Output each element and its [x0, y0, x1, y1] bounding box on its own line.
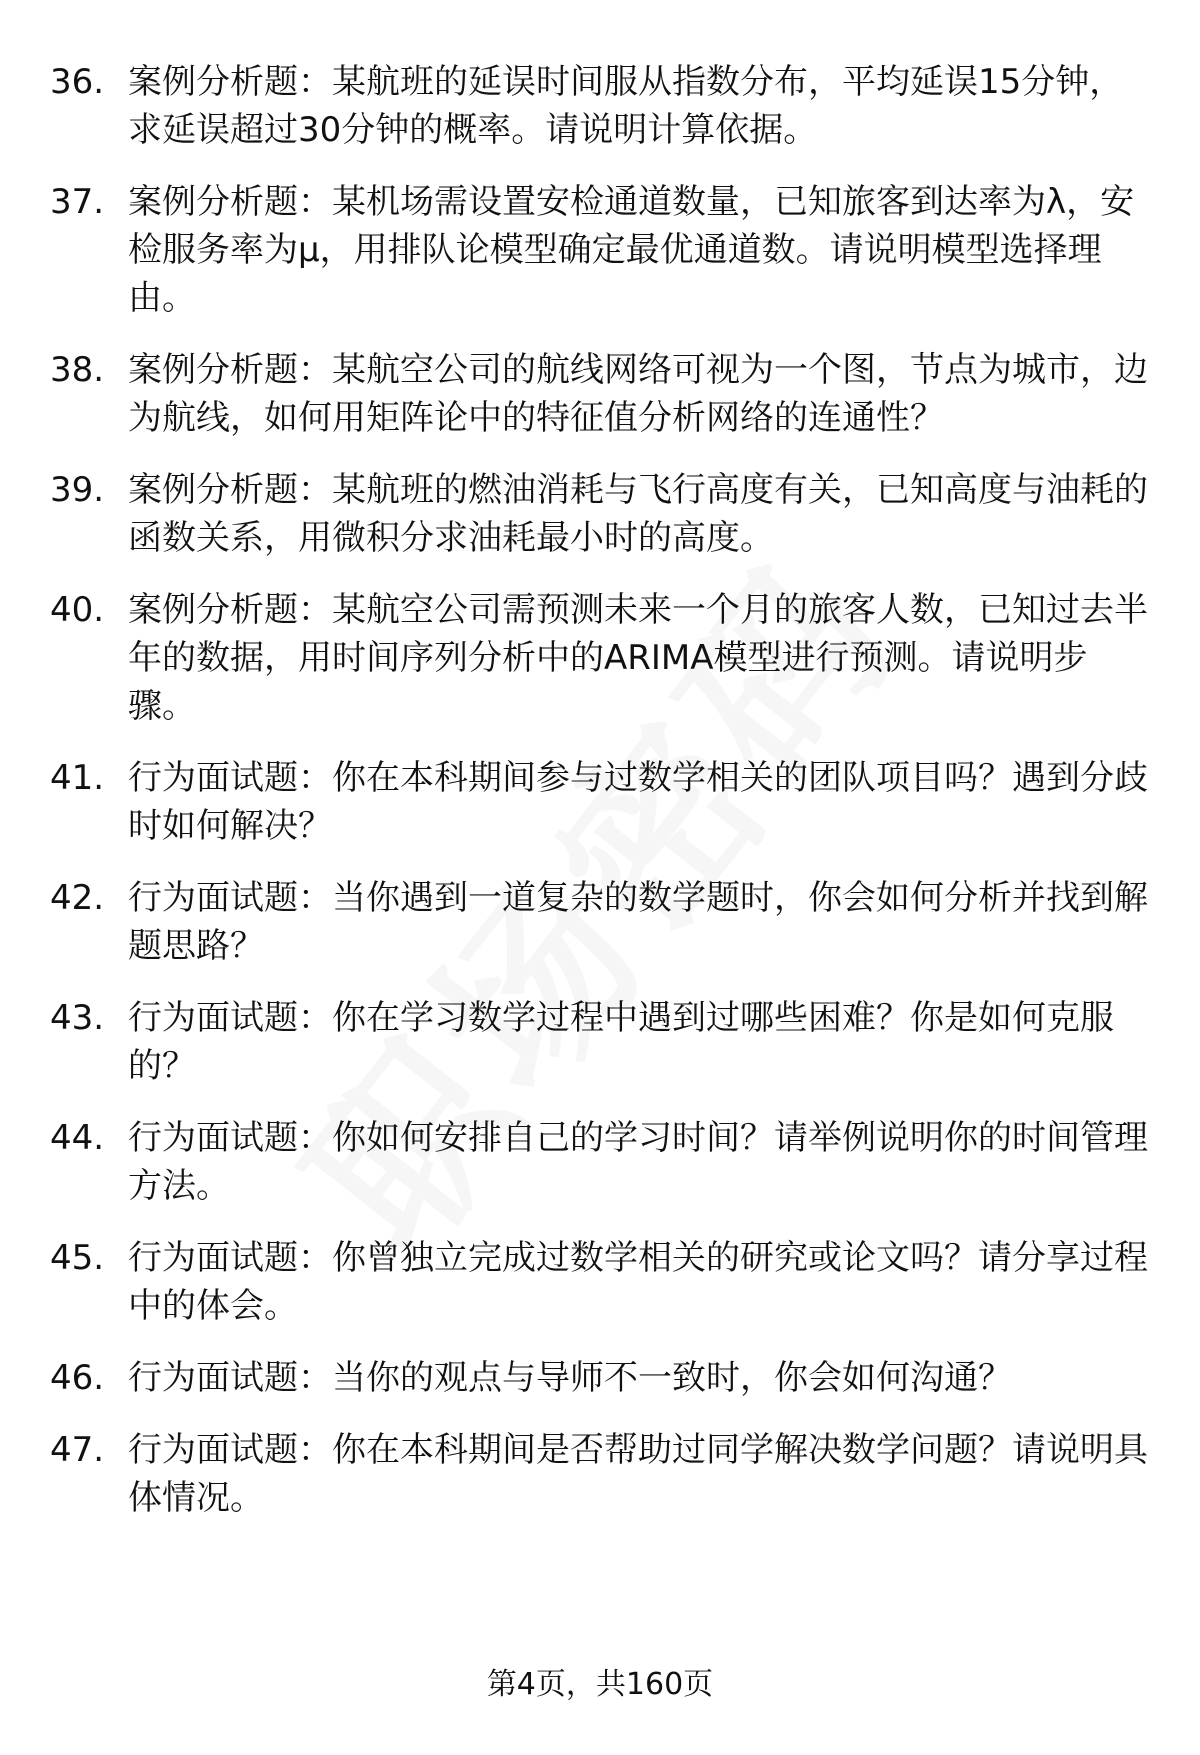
question-type: 行为面试题：: [128, 1118, 332, 1158]
question-number: 42.: [50, 878, 105, 918]
question-number: 36.: [50, 62, 105, 102]
question-body: [128, 466, 1150, 562]
question-text: 当你遇到一道复杂的数学题时，你会如何分析并找到解题思路？: [128, 878, 1148, 966]
question-number: 46.: [50, 1358, 105, 1398]
question-type: 案例分析题：: [128, 470, 332, 510]
question-body: [128, 994, 1150, 1090]
question-type: 行为面试题：: [128, 758, 332, 798]
question-body: [128, 1354, 1150, 1402]
question-text: 某航班的延误时间服从指数分布，平均延误15分钟，求延误超过30分钟的概率。请说明计算依据。: [128, 62, 1124, 150]
question-item-43: [50, 994, 1150, 1090]
question-item-40: [50, 586, 1150, 730]
question-item-41: [50, 754, 1150, 850]
question-number: 41.: [50, 758, 105, 798]
question-body: [128, 754, 1150, 850]
question-item-47: [50, 1426, 1150, 1522]
question-text: 你曾独立完成过数学相关的研究或论文吗？请分享过程中的体会。: [128, 1238, 1148, 1326]
question-body: [128, 178, 1150, 322]
question-list: [50, 58, 1150, 1546]
question-type: 案例分析题：: [128, 350, 332, 390]
question-type: 案例分析题：: [128, 62, 332, 102]
question-type: 案例分析题：: [128, 590, 332, 630]
question-text: 某航空公司的航线网络可视为一个图，节点为城市，边为航线，如何用矩阵论中的特征值分析网络的连通性？: [128, 350, 1148, 438]
question-number: 40.: [50, 590, 105, 630]
question-number: 37.: [50, 182, 105, 222]
question-body: [128, 346, 1150, 442]
question-body: [128, 1234, 1150, 1330]
question-body: [128, 586, 1150, 730]
question-item-46: [50, 1354, 1150, 1402]
question-number: 47.: [50, 1430, 105, 1470]
question-type: 行为面试题：: [128, 1358, 332, 1398]
question-body: [128, 58, 1150, 154]
question-item-42: [50, 874, 1150, 970]
question-number: 44.: [50, 1118, 105, 1158]
question-text: 你在本科期间是否帮助过同学解决数学问题？请说明具体情况。: [128, 1430, 1148, 1518]
question-text: 当你的观点与导师不一致时，你会如何沟通？: [332, 1358, 1012, 1398]
question-item-37: [50, 178, 1150, 322]
question-text: 某航空公司需预测未来一个月的旅客人数，已知过去半年的数据，用时间序列分析中的ARIMA模型进行预测。请说明步骤。: [128, 590, 1148, 726]
question-item-44: [50, 1114, 1150, 1210]
question-item-45: [50, 1234, 1150, 1330]
page-footer: 第4页，共160页: [486, 1667, 714, 1702]
question-number: 43.: [50, 998, 105, 1038]
question-item-39: [50, 466, 1150, 562]
question-body: [128, 1426, 1150, 1522]
question-type: 行为面试题：: [128, 1430, 332, 1470]
question-type: 行为面试题：: [128, 998, 332, 1038]
question-item-36: [50, 58, 1150, 154]
question-text: 你在学习数学过程中遇到过哪些困难？你是如何克服的？: [128, 998, 1114, 1086]
question-body: [128, 874, 1150, 970]
question-type: 行为面试题：: [128, 878, 332, 918]
question-text: 某航班的燃油消耗与飞行高度有关，已知高度与油耗的函数关系，用微积分求油耗最小时的高度。: [128, 470, 1148, 558]
question-type: 行为面试题：: [128, 1238, 332, 1278]
question-text: 你如何安排自己的学习时间？请举例说明你的时间管理方法。: [128, 1118, 1148, 1206]
question-number: 45.: [50, 1238, 105, 1278]
question-text: 你在本科期间参与过数学相关的团队项目吗？遇到分歧时如何解决？: [128, 758, 1148, 846]
question-number: 38.: [50, 350, 105, 390]
question-number: 39.: [50, 470, 105, 510]
question-body: [128, 1114, 1150, 1210]
question-item-38: [50, 346, 1150, 442]
question-text: 某机场需设置安检通道数量，已知旅客到达率为λ，安检服务率为μ，用排队论模型确定最优通道数。请说明模型选择理由。: [128, 182, 1135, 318]
question-type: 案例分析题：: [128, 182, 332, 222]
